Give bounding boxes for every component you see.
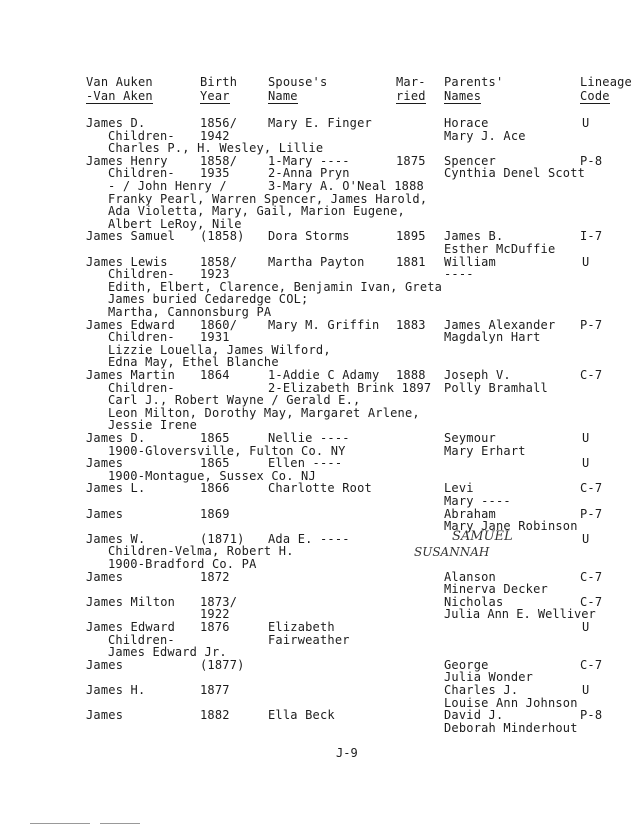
entry-note: Albert LeRoy, Nile — [108, 217, 242, 231]
entry-married: 1895 — [396, 229, 426, 243]
entry-note: 1900-Bradford Co. PA — [108, 557, 257, 571]
entry-name: James — [86, 570, 124, 584]
header-married-2: ried — [396, 89, 426, 103]
page-number: J-9 — [336, 746, 358, 760]
entry-birth-year: (1871) — [200, 532, 245, 546]
entry-note: James buried Cedaredge COL; — [108, 292, 309, 306]
entry-note: Children-Velma, Robert H. — [108, 544, 294, 558]
entry-parents: Alanson — [444, 570, 496, 584]
entry-parents: Polly Bramhall — [444, 381, 548, 395]
entry-parents: William — [444, 255, 496, 269]
entry-parents: Mary J. Ace — [444, 129, 526, 143]
entry-spouse: Ellen ---- — [268, 456, 343, 470]
entry-parents: Spencer — [444, 154, 496, 168]
entry-lineage-code: I-7 — [580, 229, 603, 243]
entry-lineage-code: C-7 — [580, 481, 603, 495]
entry-birth-year: 1866 — [200, 481, 230, 495]
entry-married: 1883 — [396, 318, 426, 332]
entry-spouse: Fairweather — [268, 633, 350, 647]
entry-parents: Levi — [444, 481, 474, 495]
entry-name: Children- — [108, 330, 175, 344]
header-parents-names: Parents' — [444, 75, 504, 89]
entry-name: James H. — [86, 683, 146, 697]
entry-lineage-code: U — [582, 456, 590, 470]
entry-birth-year: (1858) — [200, 229, 245, 243]
entry-name: James — [86, 456, 124, 470]
entry-married: 1875 — [396, 154, 426, 168]
entry-parents: James Alexander — [444, 318, 556, 332]
entry-note: Ada Violetta, Mary, Gail, Marion Eugene, — [108, 204, 405, 218]
entry-birth-year: 1873/ — [200, 595, 238, 609]
header-birth-year: Birth — [200, 75, 238, 89]
entry-note: 1900-Gloversville, Fulton Co. NY — [108, 444, 346, 458]
entry-spouse: Mary E. Finger — [268, 116, 372, 130]
entry-spouse: 2-Anna Pryn — [268, 166, 350, 180]
entry-parents: Minerva Decker — [444, 582, 548, 596]
entry-note: 1900-Montague, Sussex Co. NJ — [108, 469, 316, 483]
entry-lineage-code: P-7 — [580, 507, 603, 521]
entry-lineage-code: C-7 — [580, 658, 603, 672]
entry-birth-year: 1869 — [200, 507, 230, 521]
header-lineage-code: Lineage — [580, 75, 632, 89]
entry-birth-year: 1872 — [200, 570, 230, 584]
entry-name: Children- — [108, 166, 175, 180]
entry-name: James — [86, 507, 124, 521]
entry-lineage-code: P-8 — [580, 708, 603, 722]
entry-name: James L. — [86, 481, 146, 495]
entry-name: Children- — [108, 633, 175, 647]
entry-lineage-code: U — [582, 532, 590, 546]
entry-lineage-code: U — [582, 683, 590, 697]
header-lineage-code-2: Code — [580, 89, 610, 103]
scan-edge-mark — [30, 823, 90, 824]
entry-note: James Edward Jr. — [108, 645, 227, 659]
entry-spouse: Nellie ---- — [268, 431, 350, 445]
entry-parents: Esther McDuffie — [444, 242, 556, 256]
entry-name: James Edward — [86, 620, 176, 634]
entry-birth-year: 1860/ — [200, 318, 238, 332]
entry-birth-year: 1858/ — [200, 255, 238, 269]
header-surname: Van Auken — [86, 75, 153, 89]
entry-parents: Mary Jane Robinson — [444, 519, 578, 533]
entry-lineage-code: P-8 — [580, 154, 603, 168]
entry-spouse: Martha Payton — [268, 255, 365, 269]
entry-lineage-code: C-7 — [580, 595, 603, 609]
entry-lineage-code: U — [582, 620, 590, 634]
entry-parents: Magdalyn Hart — [444, 330, 541, 344]
entry-birth-year: 1877 — [200, 683, 230, 697]
entry-birth-year: 1858/ — [200, 154, 238, 168]
entry-birth-year: 1882 — [200, 708, 230, 722]
header-parents-names-2: Names — [444, 89, 482, 103]
entry-parents: James B. — [444, 229, 504, 243]
entry-note: Edna May, Ethel Blanche — [108, 355, 279, 369]
entry-parents: Louise Ann Johnson — [444, 696, 578, 710]
entry-parents: ---- — [444, 267, 474, 281]
entry-note: Jessie Irene — [108, 418, 198, 432]
entry-parents: Horace — [444, 116, 489, 130]
entry-name: Children- — [108, 267, 175, 281]
entry-note: Franky Pearl, Warren Spencer, James Harold, — [108, 192, 428, 206]
entry-married: 1888 — [396, 368, 426, 382]
entry-parents: Seymour — [444, 431, 496, 445]
entry-spouse: Elizabeth — [268, 620, 335, 634]
entry-spouse: 3-Mary A. O'Neal 1888 — [268, 179, 424, 193]
entry-spouse: Charlotte Root — [268, 481, 372, 495]
entry-note: Leon Milton, Dorothy May, Margaret Arlene, — [108, 406, 420, 420]
entry-birth-year: (1877) — [200, 658, 245, 672]
entry-parents: Nicholas — [444, 595, 504, 609]
entry-name: James D. — [86, 116, 146, 130]
entry-birth-year: 1923 — [200, 267, 230, 281]
entry-birth-year: 1931 — [200, 330, 230, 344]
entry-spouse: Ella Beck — [268, 708, 335, 722]
entry-spouse: Ada E. ---- — [268, 532, 350, 546]
entry-parents: Joseph V. — [444, 368, 511, 382]
entry-birth-year: 1935 — [200, 166, 230, 180]
entry-note: Lizzie Louella, James Wilford, — [108, 343, 331, 357]
entry-parents: Julia Ann E. Welliver — [444, 607, 596, 621]
entry-note: Carl J., Robert Wayne / Gerald E., — [108, 393, 361, 407]
entry-married: 1881 — [396, 255, 426, 269]
header-spouse-name-2: Name — [268, 89, 298, 103]
entry-spouse: 1-Addie C Adamy — [268, 368, 380, 382]
entry-birth-year: 1864 — [200, 368, 230, 382]
entry-spouse: Mary M. Griffin — [268, 318, 380, 332]
entry-name: James Henry — [86, 154, 168, 168]
entry-birth-year: 1942 — [200, 129, 230, 143]
entry-lineage-code: C-7 — [580, 368, 603, 382]
entry-birth-year: 1865 — [200, 456, 230, 470]
handwritten-note-samuel: SAMUEL — [452, 529, 513, 544]
entry-birth-year: 1876 — [200, 620, 230, 634]
entry-birth-year: 1865 — [200, 431, 230, 445]
header-birth-year-2: Year — [200, 89, 230, 103]
entry-note: Charles P., H. Wesley, Lillie — [108, 141, 324, 155]
entry-lineage-code: C-7 — [580, 570, 603, 584]
header-surname-2: -Van Aken — [86, 89, 153, 103]
entry-note: Martha, Cannonsburg PA — [108, 305, 272, 319]
entry-name: - / John Henry / — [108, 179, 227, 193]
entry-name: James — [86, 658, 124, 672]
entry-parents: David J. — [444, 708, 504, 722]
entry-spouse: Dora Storms — [268, 229, 350, 243]
entry-lineage-code: U — [582, 255, 590, 269]
entry-parents: Mary Erhart — [444, 444, 526, 458]
entry-parents: Abraham — [444, 507, 496, 521]
entry-name: James Lewis — [86, 255, 168, 269]
entry-name: James Milton — [86, 595, 176, 609]
entry-parents: Deborah Minderhout — [444, 721, 578, 735]
entry-name: Children- — [108, 129, 175, 143]
entry-name: James Martin — [86, 368, 176, 382]
entry-birth-year: 1922 — [200, 607, 230, 621]
handwritten-note-susannah: SUSANNAH — [414, 545, 490, 559]
entry-birth-year: 1856/ — [200, 116, 238, 130]
header-married: Mar- — [396, 75, 426, 89]
header-spouse-name: Spouse's — [268, 75, 328, 89]
entry-name: James W. — [86, 532, 146, 546]
entry-parents: Charles J. — [444, 683, 519, 697]
entry-parents: Julia Wonder — [444, 670, 534, 684]
entry-lineage-code: P-7 — [580, 318, 603, 332]
entry-lineage-code: U — [582, 431, 590, 445]
scan-edge-mark — [100, 823, 140, 824]
entry-name: James Samuel — [86, 229, 176, 243]
entry-name: James Edward — [86, 318, 176, 332]
entry-spouse: 2-Elizabeth Brink 1897 — [268, 381, 432, 395]
entry-parents: Cynthia Denel Scott — [444, 166, 586, 180]
entry-note: Edith, Elbert, Clarence, Benjamin Ivan, Greta — [108, 280, 443, 294]
entry-name: James D. — [86, 431, 146, 445]
entry-name: Children- — [108, 381, 175, 395]
entry-parents: George — [444, 658, 489, 672]
entry-lineage-code: U — [582, 116, 590, 130]
entry-name: James — [86, 708, 124, 722]
entry-spouse: 1-Mary ---- — [268, 154, 350, 168]
entry-parents: Mary ---- — [444, 494, 511, 508]
